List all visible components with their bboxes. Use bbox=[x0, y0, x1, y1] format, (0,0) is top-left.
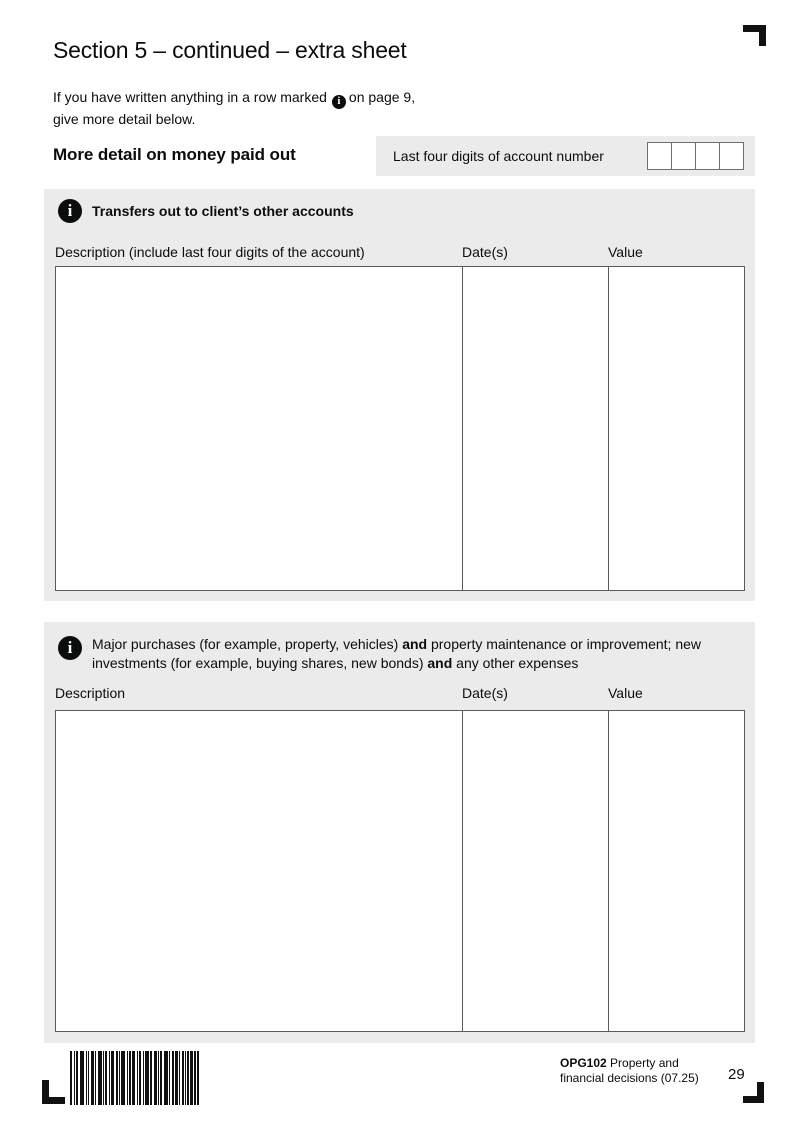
form-title-line1: Property and bbox=[610, 1056, 679, 1070]
account-digit-cell-3[interactable] bbox=[695, 142, 720, 170]
info-icon-glyph: i bbox=[337, 95, 341, 107]
column-header-dates: Date(s) bbox=[462, 244, 508, 260]
account-number-label: Last four digits of account number bbox=[393, 148, 604, 164]
info-icon bbox=[58, 199, 82, 223]
crop-mark-top-right bbox=[743, 25, 766, 46]
column-header-description: Description bbox=[55, 685, 126, 701]
section-major-purchases bbox=[44, 622, 755, 1043]
column-headers bbox=[55, 244, 745, 260]
transfers-entry-table bbox=[55, 266, 745, 591]
section-transfers-out bbox=[44, 189, 755, 601]
info-icon bbox=[332, 95, 346, 109]
transfers-value-entry-area[interactable] bbox=[609, 267, 744, 590]
purchases-entry-table bbox=[55, 710, 745, 1032]
crop-mark-bottom-left bbox=[42, 1080, 65, 1104]
account-digit-cell-4[interactable] bbox=[719, 142, 744, 170]
info-icon bbox=[58, 636, 82, 660]
account-digit-cell-1[interactable] bbox=[647, 142, 672, 170]
purchases-value-entry-area[interactable] bbox=[609, 711, 744, 1031]
info-icon-glyph: i bbox=[67, 638, 73, 657]
column-header-description: Description (include last four digits of the account) bbox=[55, 244, 365, 260]
money-paid-out-heading: More detail on money paid out bbox=[53, 145, 296, 164]
form-code: OPG102 bbox=[560, 1056, 607, 1070]
page-title: Section 5 – continued – extra sheet bbox=[53, 37, 407, 63]
barcode bbox=[70, 1051, 199, 1105]
account-digit-cell-2[interactable] bbox=[671, 142, 696, 170]
column-header-dates: Date(s) bbox=[462, 685, 508, 701]
account-digit-cells bbox=[648, 142, 744, 170]
account-number-box bbox=[376, 136, 755, 176]
purchases-description-entry-area[interactable] bbox=[56, 711, 463, 1031]
column-headers bbox=[55, 685, 745, 701]
column-header-value: Value bbox=[608, 244, 643, 260]
form-title-line2: financial decisions (07.25) bbox=[560, 1071, 699, 1085]
section-info-row bbox=[58, 636, 740, 673]
column-header-value: Value bbox=[608, 685, 643, 701]
intro-line1-start: If you have written anything in a row marked bbox=[53, 89, 327, 105]
section-label: Transfers out to client’s other accounts bbox=[92, 203, 354, 219]
transfers-description-entry-area[interactable] bbox=[56, 267, 463, 590]
intro-line1-end: on page 9, bbox=[348, 89, 416, 105]
section-label: Major purchases (for example, property, vehicles) and property maintenance or improvement; new investments (for example, buying shares, new bonds) and any other expenses bbox=[92, 636, 702, 671]
info-icon-glyph: i bbox=[67, 201, 73, 220]
intro-text bbox=[53, 87, 415, 130]
intro-line2: give more detail below. bbox=[53, 110, 196, 127]
form-id-text bbox=[560, 1056, 699, 1086]
purchases-dates-entry-area[interactable] bbox=[463, 711, 609, 1031]
page-number: 29 bbox=[728, 1066, 745, 1083]
crop-mark-bottom-right bbox=[743, 1082, 764, 1103]
section-info-row bbox=[58, 199, 354, 223]
transfers-dates-entry-area[interactable] bbox=[463, 267, 609, 590]
